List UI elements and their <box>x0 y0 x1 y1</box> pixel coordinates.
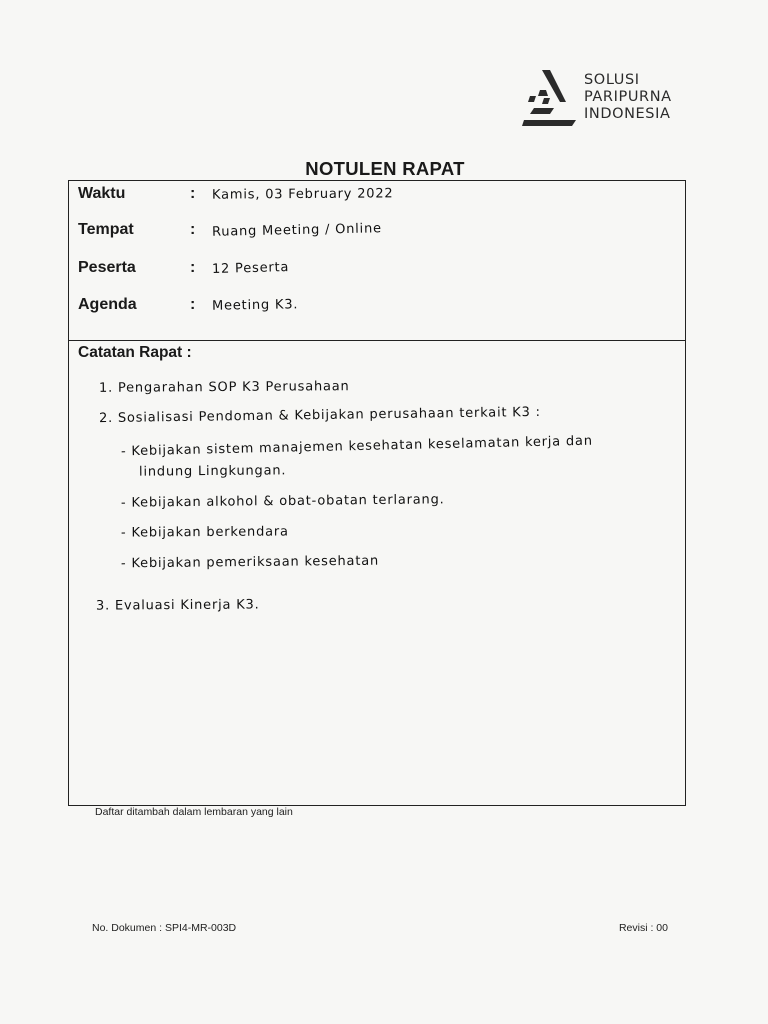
field-value: Ruang Meeting / Online <box>211 221 383 240</box>
field-colon: : <box>190 259 196 276</box>
section-divider <box>69 340 685 341</box>
revision-number: Revisi : 00 <box>618 922 668 934</box>
logo-line-1: SOLUSI <box>584 72 640 88</box>
field-value: Kamis, 03 February 2022 <box>211 186 394 203</box>
note-line: - Kebijakan pemeriksaan kesehatan <box>120 553 380 572</box>
field-colon: : <box>190 221 196 238</box>
field-value: Meeting K3. <box>211 297 299 314</box>
field-colon: : <box>190 296 196 313</box>
logo-mark-icon <box>520 68 582 126</box>
document-title: NOTULEN RAPAT <box>305 158 465 179</box>
note-line: 1. Pengarahan SOP K3 Perusahaan <box>98 379 350 396</box>
field-label: Agenda <box>78 296 137 313</box>
field-label: Waktu <box>78 185 126 202</box>
field-colon: : <box>190 185 196 202</box>
logo-line-3: INDONESIA <box>584 106 671 122</box>
note-line: - Kebijakan alkohol & obat-obatan terlarang. <box>120 492 445 511</box>
logo-line-2: PARIPURNA <box>584 89 672 105</box>
field-value: 12 Peserta <box>211 259 290 278</box>
note-line: 3. Evaluasi Kinerja K3. <box>95 597 260 614</box>
note-line: lindung Lingkungan. <box>138 463 287 480</box>
minutes-form <box>68 180 686 806</box>
note-line: 2. Sosialisasi Pendoman & Kebijakan perusahaan terkait K3 : <box>98 404 541 427</box>
company-logo <box>520 68 690 128</box>
field-label: Peserta <box>78 259 136 276</box>
logo-text <box>584 72 672 123</box>
note-line: - Kebijakan berkendara <box>120 524 289 541</box>
note-line: - Kebijakan sistem manajemen kesehatan keselamatan kerja dan <box>120 433 593 460</box>
notes-label: Catatan Rapat : <box>78 344 192 361</box>
footer-note: Daftar ditambah dalam lembaran yang lain <box>95 806 293 818</box>
document-number: No. Dokumen : SPI4-MR-003D <box>92 922 237 934</box>
field-label: Tempat <box>78 221 134 238</box>
